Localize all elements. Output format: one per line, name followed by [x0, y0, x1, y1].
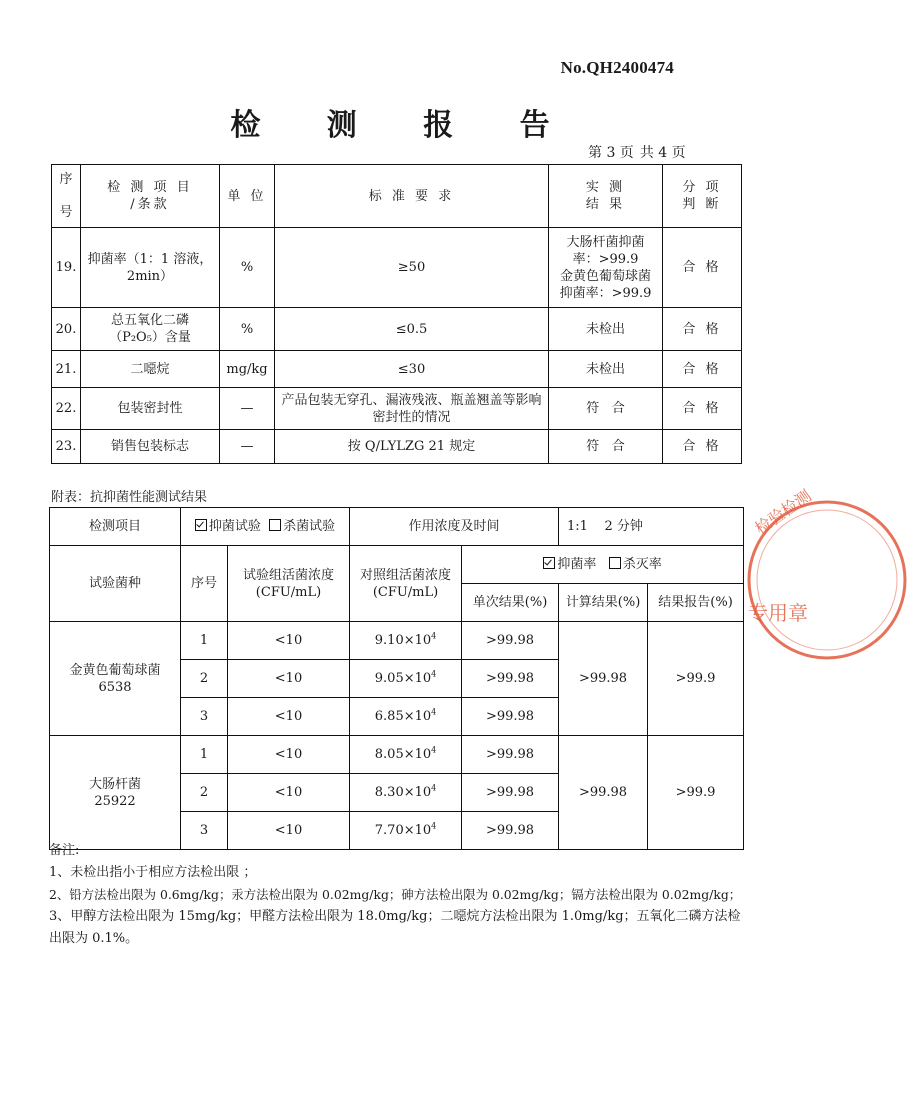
note-line: 3、甲醇方法检出限为 15mg/kg；甲醛方法检出限为 18.0mg/kg；二噁烷方法检出限为 1.0mg/kg；五氧化二磷方法检出限为 0.1%。: [49, 909, 741, 946]
row-seq: 3: [181, 812, 228, 850]
ctrl-conc: $8.30\times 10^4$: [350, 774, 462, 812]
test-results-table: [51, 164, 742, 464]
calc-result: >99.98: [559, 622, 648, 736]
ctrl-conc: $7.70\times 10^4$: [350, 812, 462, 850]
header-item: 检 测 项 目 /条款: [81, 165, 220, 228]
seal-text-top: 检验检测: [751, 485, 815, 539]
label-test-item: 检测项目: [50, 508, 181, 546]
table-row: [50, 622, 744, 660]
single-result: >99.98: [462, 698, 559, 736]
row-judge: 合 格: [663, 351, 742, 388]
row-result: 未检出: [549, 308, 663, 351]
single-result: >99.98: [462, 660, 559, 698]
header-unit: 单 位: [220, 165, 275, 228]
rate-options: [462, 546, 744, 584]
row-result: 符 合: [549, 388, 663, 430]
header-seq: 序号: [181, 546, 228, 622]
single-result: >99.98: [462, 736, 559, 774]
row-unit: —: [220, 430, 275, 464]
table-row: [52, 388, 742, 430]
ctrl-conc: $6.85\times 10^4$: [350, 698, 462, 736]
single-result: >99.98: [462, 622, 559, 660]
table-row: [52, 228, 742, 308]
test-conc: <10: [228, 736, 350, 774]
row-seq: 1: [181, 736, 228, 774]
row-seq: 23.: [52, 430, 81, 464]
row-standard: 按 Q/LYLZG 21 规定: [275, 430, 549, 464]
note-line: 2、铅方法检出限为 0.6mg/kg；汞方法检出限为 0.02mg/kg；砷方法检出限为 0.02mg/kg；镉方法检出限为 0.02mg/kg；: [49, 887, 742, 902]
row-standard: ≥50: [275, 228, 549, 308]
notes-title: 备注:: [49, 843, 80, 858]
header-judge: 分 项 判 断: [663, 165, 742, 228]
row-unit: %: [220, 228, 275, 308]
header-result: 实 测 结 果: [549, 165, 663, 228]
row-result: 大肠杆菌抑菌 率：>99.9 金黄色葡萄球菌 抑菌率：>99.9: [549, 228, 663, 308]
page-total: 共 4 页: [639, 145, 686, 161]
report-number: No.QH2400474: [560, 58, 674, 77]
row-unit: %: [220, 308, 275, 351]
seal-text-side: 专用章: [748, 601, 808, 625]
row-judge: 合 格: [663, 430, 742, 464]
test-conc: <10: [228, 774, 350, 812]
row-item: 销售包装标志: [81, 430, 220, 464]
row-seq: 21.: [52, 351, 81, 388]
report-result: >99.9: [648, 736, 744, 850]
row-standard: ≤0.5: [275, 308, 549, 351]
table-row: [50, 508, 744, 546]
row-seq: 3: [181, 698, 228, 736]
table-row: [52, 430, 742, 464]
checkbox-empty-icon: [269, 519, 281, 531]
appendix-title: 附表：抗抑菌性能测试结果: [51, 490, 208, 505]
table-row: [52, 351, 742, 388]
row-item: 二噁烷: [81, 351, 220, 388]
row-result: 未检出: [549, 351, 663, 388]
checkbox-empty-icon: [609, 557, 621, 569]
ctrl-conc: $8.05\times 10^4$: [350, 736, 462, 774]
row-judge: 合 格: [663, 228, 742, 308]
test-conc: <10: [228, 622, 350, 660]
calc-result: >99.98: [559, 736, 648, 850]
row-standard: 产品包装无穿孔、漏液残液、瓶盖翘盖等影响密封性的情况: [275, 388, 549, 430]
row-standard: ≤30: [275, 351, 549, 388]
header-strain: 试验菌种: [50, 546, 181, 622]
page-current: 第 3 页: [588, 145, 634, 161]
checkbox-checked-icon: [543, 557, 555, 569]
row-result: 符 合: [549, 430, 663, 464]
table-header-row: [52, 165, 742, 228]
row-judge: 合 格: [663, 388, 742, 430]
opt-rate: 抑菌率: [557, 557, 597, 572]
opt-antibacterial: 抑菌试验: [208, 519, 261, 534]
opt-bactericidal: 杀菌试验: [283, 519, 336, 534]
test-conc: <10: [228, 698, 350, 736]
report-result: >99.9: [648, 622, 744, 736]
table-header-row: [50, 546, 744, 584]
opt-kill: 杀灭率: [622, 557, 662, 572]
row-seq: 19.: [52, 228, 81, 308]
header-ctrl-conc: 对照组活菌浓度 (CFU/mL): [350, 546, 462, 622]
row-item: 包装密封性: [81, 388, 220, 430]
test-conc: <10: [228, 812, 350, 850]
single-result: >99.98: [462, 774, 559, 812]
header-calc: 计算结果(%): [559, 584, 648, 622]
header-standard: 标 准 要 求: [275, 165, 549, 228]
header-single: 单次结果(%): [462, 584, 559, 622]
inspection-seal-icon: [742, 485, 912, 665]
header-test-conc: 试验组活菌浓度 (CFU/mL): [228, 546, 350, 622]
strain-name: 大肠杆菌 25922: [50, 736, 181, 850]
row-seq: 20.: [52, 308, 81, 351]
conc-time-value: 1:1 2 分钟: [559, 508, 744, 546]
notes-section: [49, 840, 749, 950]
row-unit: mg/kg: [220, 351, 275, 388]
header-seq: 序 号: [52, 165, 81, 228]
strain-name: 金黄色葡萄球菌 6538: [50, 622, 181, 736]
row-seq: 2: [181, 774, 228, 812]
note-line: 1、未检出指小于相应方法检出限 ；: [49, 865, 257, 880]
row-seq: 2: [181, 660, 228, 698]
row-unit: —: [220, 388, 275, 430]
table-row: [50, 736, 744, 774]
single-result: >99.98: [462, 812, 559, 850]
checkbox-checked-icon: [195, 519, 207, 531]
row-item: 总五氧化二磷 （P₂O₅）含量: [81, 308, 220, 351]
ctrl-conc: $9.05\times 10^4$: [350, 660, 462, 698]
test-conc: <10: [228, 660, 350, 698]
ctrl-conc: $9.10\times 10^4$: [350, 622, 462, 660]
table-row: [52, 308, 742, 351]
row-item: 抑菌率（1：1 溶液， 2min）: [81, 228, 220, 308]
antibacterial-results-table: [49, 507, 744, 850]
page-indicator: [588, 142, 692, 162]
test-type-options: [181, 508, 350, 546]
row-judge: 合 格: [663, 308, 742, 351]
label-conc-time: 作用浓度及时间: [350, 508, 559, 546]
report-title: 检 测 报 告: [230, 108, 578, 143]
row-seq: 1: [181, 622, 228, 660]
header-report: 结果报告(%): [648, 584, 744, 622]
row-seq: 22.: [52, 388, 81, 430]
